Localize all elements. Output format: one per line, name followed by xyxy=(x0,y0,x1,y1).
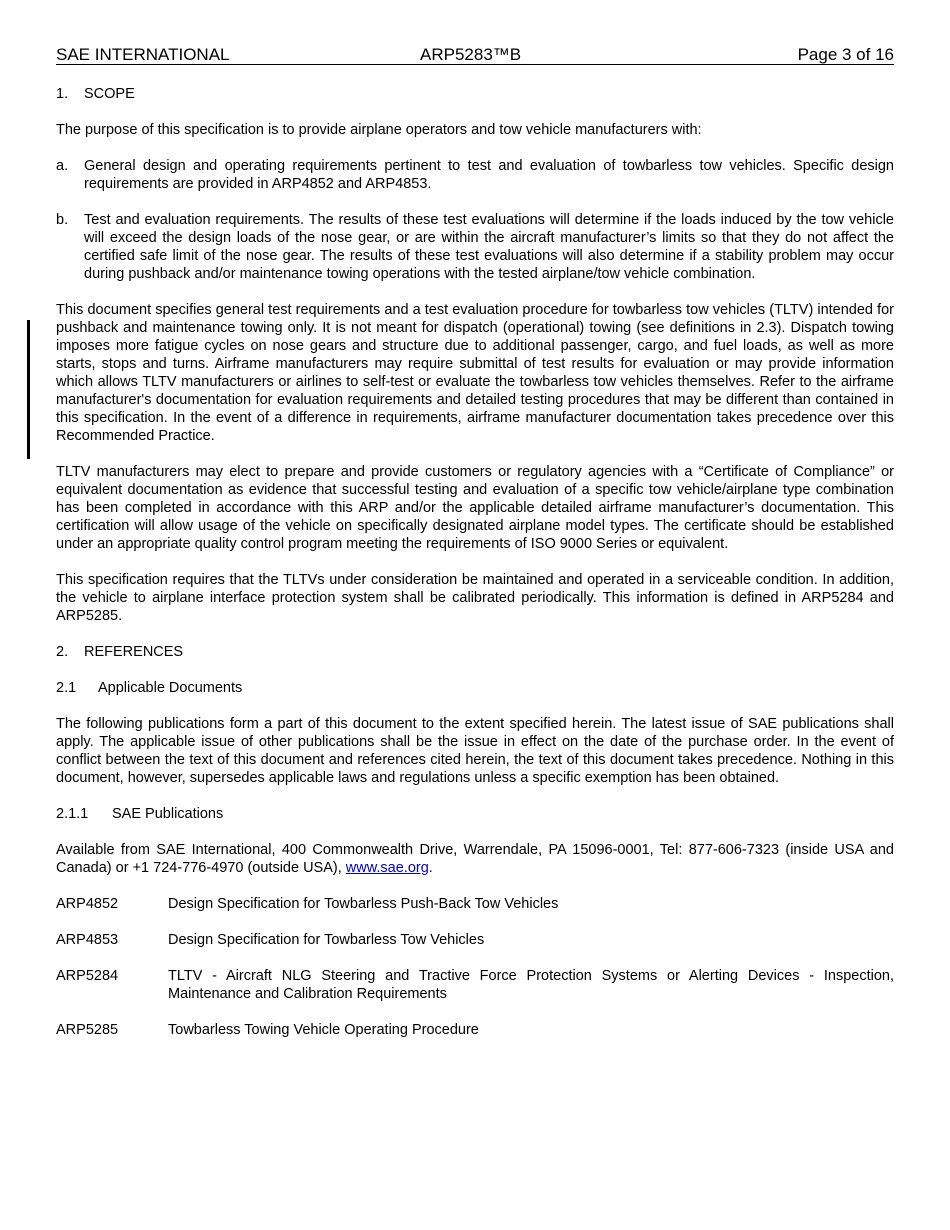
section-title: Applicable Documents xyxy=(98,680,243,696)
list-item xyxy=(56,157,894,193)
section-title: SCOPE xyxy=(84,86,135,102)
header-organization: SAE INTERNATIONAL xyxy=(56,45,230,64)
section-title: SAE Publications xyxy=(112,806,224,822)
section-number: 1. xyxy=(56,86,69,102)
reference-row xyxy=(56,967,894,1003)
reference-id: ARP4852 xyxy=(56,896,119,912)
list-marker: b. xyxy=(56,212,69,228)
page-header xyxy=(56,42,894,65)
scope-paragraph-maintenance: This specification requires that the TLTVs under consideration be maintained and operated in a serviceable condition. In addition, the vehicle to airplane interface protection system shall be calibrated periodically. This information is defined in ARP5284 and ARP5285. xyxy=(56,572,894,624)
sae-availability-text xyxy=(56,841,894,877)
section-2-heading xyxy=(56,643,894,661)
reference-title: Design Specification for Towbarless Tow Vehicles xyxy=(168,932,485,948)
section-1-heading xyxy=(56,85,894,103)
list-item-text: Test and evaluation requirements. The results of these test evaluations will determine if the loads induced by the tow vehicle will exceed the design loads of the nose gear, or are within the aircraft manufacturer’s limits so that they do not affect the certified safe limit of the nose gear. The results of these test evaluations will also determine if a stability problem may occur during pushback and/or maintenance towing operations with the tested airplane/tow vehicle combination. xyxy=(84,212,894,282)
reference-title: TLTV - Aircraft NLG Steering and Tractive Force Protection Systems or Alerting Devices - Inspection, Maintenance and Calibration Requirements xyxy=(168,968,894,1002)
section-number: 2.1.1 xyxy=(56,806,89,822)
document-page xyxy=(56,42,894,1039)
scope-intro: The purpose of this specification is to provide airplane operators and tow vehicle manufacturers with: xyxy=(56,122,702,138)
reference-title: Towbarless Towing Vehicle Operating Procedure xyxy=(168,1022,479,1038)
header-page-number: Page 3 of 16 xyxy=(797,45,894,64)
reference-title: Design Specification for Towbarless Push-Back Tow Vehicles xyxy=(168,896,559,912)
reference-row xyxy=(56,895,894,913)
reference-row xyxy=(56,1021,894,1039)
header-document-number: ARP5283™B xyxy=(420,45,522,64)
reference-id: ARP5284 xyxy=(56,968,119,984)
list-item xyxy=(56,211,894,283)
list-marker: a. xyxy=(56,158,69,174)
reference-id: ARP5285 xyxy=(56,1022,119,1038)
sae-website-link[interactable]: www.sae.org xyxy=(345,860,429,876)
section-title: REFERENCES xyxy=(84,644,184,660)
list-item-text: General design and operating requirements pertinent to test and evaluation of towbarless tow vehicles. Specific design requirements are provided in ARP4852 and ARP4853. xyxy=(84,158,894,192)
applicable-documents-text: The following publications form a part of this document to the extent specified herein. The latest issue of SAE publications shall apply. The applicable issue of other publications shall be the issue in effect on the date of the purchase order. In the event of conflict between the text of this document and references cited herein, the text of this document takes precedence. Nothing in this document, however, supersedes applicable laws and regulations unless a specific exemption has been obtained. xyxy=(56,716,894,786)
scope-paragraph-tltv-requirements: This document specifies general test requirements and a test evaluation procedure for towbarless tow vehicles (TLTV) intended for pushback and maintenance towing only. It is not meant for dispatch (operational) towing (see definitions in 2.3). Dispatch towing imposes more fatigue cycles on nose gears and structure due to additional passenger, cargo, and fuel loads, as well as more starts, stops and turns. Airframe manufacturers may require submittal of test results for evaluation or may provide information which allows TLTV manufacturers or airlines to self-test or evaluate the towbarless tow vehicles themselves. Refer to the airframe manufacturer's documentation for evaluation requirements and detailed testing procedures that may be different than contained in this specification. In the event of a difference in requirements, airframe manufacturer documentation takes precedence over this Recommended Practice. xyxy=(56,302,894,444)
section-number: 2.1 xyxy=(56,680,77,696)
reference-row xyxy=(56,931,894,949)
scope-paragraph-certificate: TLTV manufacturers may elect to prepare and provide customers or regulatory agencies with a “Certificate of Compliance” or equivalent documentation as evidence that successful testing and evaluation of a specific tow vehicle/airplane type combination has been completed in accordance with this ARP and/or the applicable detailed airframe manufacturer’s documentation. This certification will allow usage of the vehicle on specifically designated airplane model types. The certificate should be established under an appropriate quality control program meeting the requirements of ISO 9000 Series or equivalent. xyxy=(56,464,894,552)
revision-change-bar xyxy=(27,320,30,459)
section-number: 2. xyxy=(56,644,69,660)
reference-id: ARP4853 xyxy=(56,932,119,948)
availability-period: . xyxy=(428,860,433,876)
section-2-1-1-heading xyxy=(56,805,894,823)
section-2-1-heading xyxy=(56,679,894,697)
availability-text: Available from SAE International, 400 Commonwealth Drive, Warrendale, PA 15096-0001, Tel: 877-606-7323 (inside USA and Canada) or +1 724-776-4970 (outside USA), xyxy=(56,842,894,876)
